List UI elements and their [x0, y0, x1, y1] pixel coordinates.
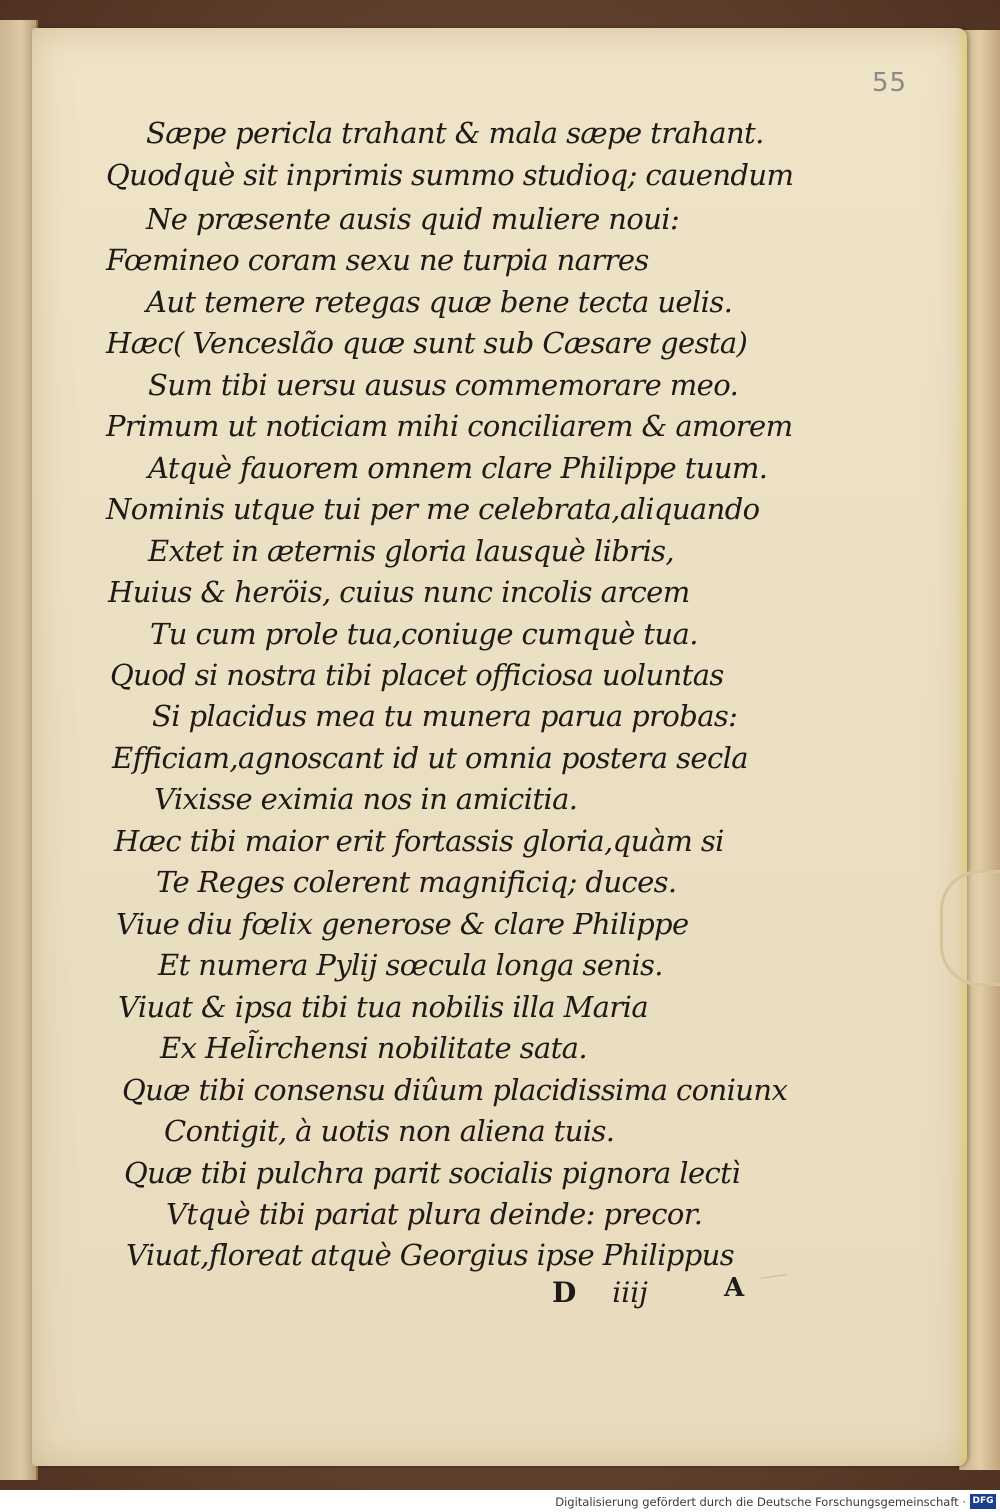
verse-line: Aut temere retegas quæ bene tecta uelis. — [146, 285, 733, 319]
dfg-logo: DFG — [970, 1494, 996, 1509]
verse-line: Quod si nostra tibi placet officiosa uoluntas — [110, 658, 724, 692]
signature-mark — [552, 1276, 648, 1309]
verse-line: Efficiam,agnoscant id ut omnia postera secla — [112, 741, 748, 775]
catchword: A — [724, 1273, 745, 1303]
verse-line: Quæ tibi consensu diûum placidissima coniunx — [122, 1073, 788, 1107]
verse-line: Quodquè sit inprimis summo studioq; cauendum — [106, 158, 794, 192]
funding-credit: Digitalisierung gefördert durch die Deutsche Forschungsgemeinschaft · — [555, 1495, 966, 1509]
verse-line: Sæpe pericla trahant & mala sæpe trahant. — [146, 116, 764, 150]
verse-line: Te Reges colerent magnificiq; duces. — [156, 865, 677, 899]
verse-line: Si placidus mea tu munera parua probas: — [152, 699, 738, 733]
verse-line: Viuat,floreat atquè Georgius ipse Philippus — [126, 1238, 735, 1272]
verse-line: Nominis utque tui per me celebrata,aliquando — [106, 492, 760, 526]
verse-line: Ex Hel̃irchensi nobilitate sata. — [160, 1031, 587, 1065]
verse-line: Hæc( Venceslão quæ sunt sub Cæsare gesta) — [106, 326, 748, 360]
folio-number: 55 — [872, 68, 908, 98]
footer-bar — [0, 1490, 1000, 1512]
verse-line: Quæ tibi pulchra parit socialis pignora lectì — [124, 1156, 740, 1190]
verse-line: Tu cum prole tua,coniuge cumquè tua. — [150, 617, 698, 651]
verse-line: Fœmineo coram sexu ne turpia narres — [106, 243, 649, 277]
verse-line: Contigit, à uotis non aliena tuis. — [164, 1114, 615, 1148]
verse-line: Viue diu fœlix generose & clare Philippe — [116, 907, 689, 941]
verse-line: Primum ut noticiam mihi conciliarem & amorem — [106, 409, 793, 443]
verse-line: Huius & heröis, cuius nunc incolis arcem — [108, 575, 690, 609]
verse-line: Extet in æternis gloria lausquè libris, — [148, 534, 675, 568]
verse-line: Vixisse eximia nos in amicitia. — [154, 782, 578, 816]
signature-letter: D — [552, 1276, 577, 1309]
verse-line: Et numera Pylij sœcula longa senis. — [158, 948, 663, 982]
verse-line: Ne præsente ausis quid muliere noui: — [146, 202, 680, 236]
verse-line: Hæc tibi maior erit fortassis gloria,quàm si — [114, 824, 724, 858]
signature-number: iiij — [612, 1276, 648, 1309]
verse-line: Vtquè tibi pariat plura deinde: precor. — [166, 1197, 703, 1231]
verse-line: Viuat & ipsa tibi tua nobilis illa Maria — [118, 990, 649, 1024]
verse-line: Atquè fauorem omnem clare Philippe tuum. — [148, 451, 768, 485]
verse-line: Sum tibi uersu ausus commemorare meo. — [148, 368, 739, 402]
